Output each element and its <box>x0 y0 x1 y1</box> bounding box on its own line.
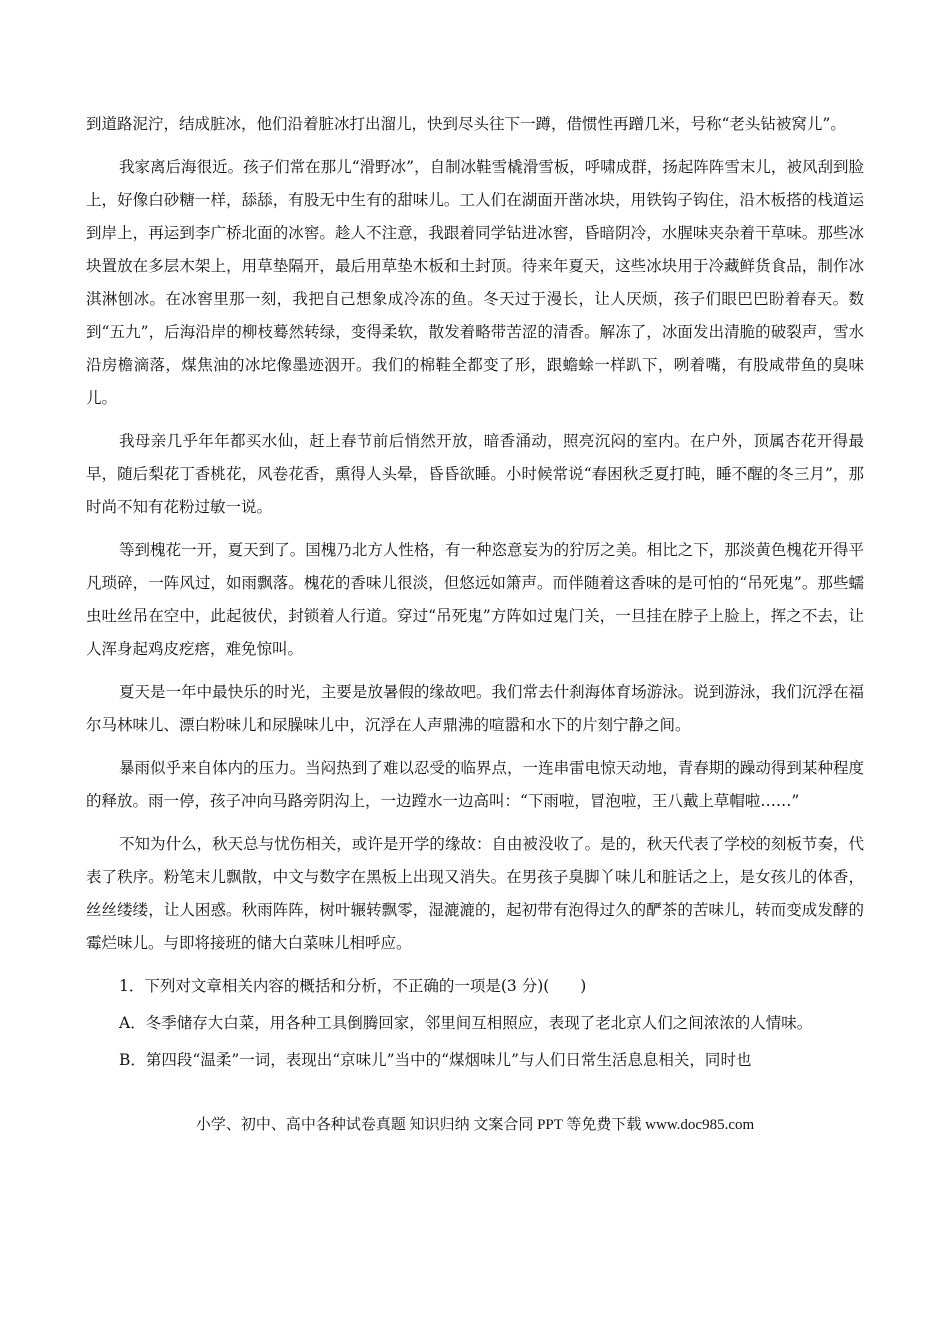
article-paragraph-7: 不知为什么，秋天总与忧伤相关，或许是开学的缘故：自由被没收了。是的，秋天代表了学校的刻板节奏，代表了秩序。粉笔末儿飘散，中文与数字在黑板上出现又消失。在男孩子臭脚丫味儿和脏话之上，是女孩儿的体香，丝丝缕缕，让人困惑。秋雨阵阵，树叶辗转飘零，湿漉漉的，起初带有泡得过久的酽茶的苦味儿，转而变成发酵的霉烂味儿。与即将接班的储大白菜味儿相呼应。 <box>86 835 864 952</box>
page-footer: 小学、初中、高中各种试卷真题 知识归纳 文案合同 PPT 等免费下载 www.doc985.com <box>195 1117 755 1133</box>
article-paragraph-5: 夏天是一年中最快乐的时光，主要是放暑假的缘故吧。我们常去什刹海体育场游泳。说到游泳，我们沉浮在福尔马林味儿、漂白粉味儿和尿臊味儿中，沉浮在人声鼎沸的喧嚣和水下的片刻宁静之间。 <box>86 683 864 734</box>
question-option-a: A．冬季储存大白菜，用各种工具倒腾回家，邻里间互相照应，表现了老北京人们之间浓浓的人情味。 <box>119 1014 813 1032</box>
article-paragraph-2: 我家离后海很近。孩子们常在那儿“滑野冰”，自制冰鞋雪橇滑雪板，呼啸成群，扬起阵阵雪末儿，被风刮到脸上，好像白砂糖一样，舔舔，有股无中生有的甜味儿。工人们在湖面开凿冰块，用铁钩子钩住，沿木板搭的栈道运到岸上，再运到李广桥北面的冰窖。趁人不注意，我跟着同学钻进冰窖，昏暗阴冷，水腥味夹杂着干草味。那些冰块置放在多层木架上，用草垫隔开，最后用草垫木板和土封顶。待来年夏天，这些冰块用于冷藏鲜货食品，制作冰淇淋刨冰。在冰窖里那一刻，我把自己想象成冷冻的鱼。冬天过于漫长，让人厌烦，孩子们眼巴巴盼着春天。数到“五九”，后海沿岸的柳枝蓦然转绿，变得柔软，散发着略带苦涩的清香。解冻了，冰面发出清脆的破裂声，雪水沿房檐滴落，煤焦油的冰坨像墨迹洇开。我们的棉鞋全都变了形，跟蟾蜍一样趴下，咧着嘴，有股咸带鱼的臭味儿。 <box>86 158 864 407</box>
question-option-b: B．第四段“温柔”一词，表现出“京味儿”当中的“煤烟味儿”与人们日常生活息息相关，同时也 <box>119 1051 752 1069</box>
article-paragraph-3: 我母亲几乎年年都买水仙，赶上春节前后悄然开放，暗香涌动，照亮沉闷的室内。在户外，顶属杏花开得最早，随后梨花丁香桃花，风卷花香，熏得人头晕，昏昏欲睡。小时候常说“春困秋乏夏打盹，睡不醒的冬三月”，那时尚不知有花粉过敏一说。 <box>86 432 864 516</box>
question-stem: 1．下列对文章相关内容的概括和分析，不正确的一项是(3 分)( ) <box>119 977 587 995</box>
document-page <box>86 108 864 1077</box>
article-paragraph-6: 暴雨似乎来自体内的压力。当闷热到了难以忍受的临界点，一连串雷电惊天动地，青春期的躁动得到某种程度的释放。雨一停，孩子冲向马路旁阴沟上，一边蹚水一边高叫：“下雨啦，冒泡啦，王八戴上草帽啦……” <box>86 759 864 810</box>
article-paragraph-4: 等到槐花一开，夏天到了。国槐乃北方人性格，有一种恣意妄为的狞厉之美。相比之下，那淡黄色槐花开得平凡琐碎，一阵风过，如雨飘落。槐花的香味儿很淡，但悠远如箫声。而伴随着这香味的是可怕的“吊死鬼”。那些蠕虫吐丝吊在空中，此起彼伏，封锁着人行道。穿过“吊死鬼”方阵如过鬼门关，一旦挂在脖子上脸上，挥之不去，让人浑身起鸡皮疙瘩，难免惊叫。 <box>86 541 864 658</box>
article-paragraph-1: 到道路泥泞，结成脏冰，他们沿着脏冰打出溜儿，快到尽头往下一蹲，借惯性再蹭几米，号称“老头钻被窝儿”。 <box>86 115 846 133</box>
